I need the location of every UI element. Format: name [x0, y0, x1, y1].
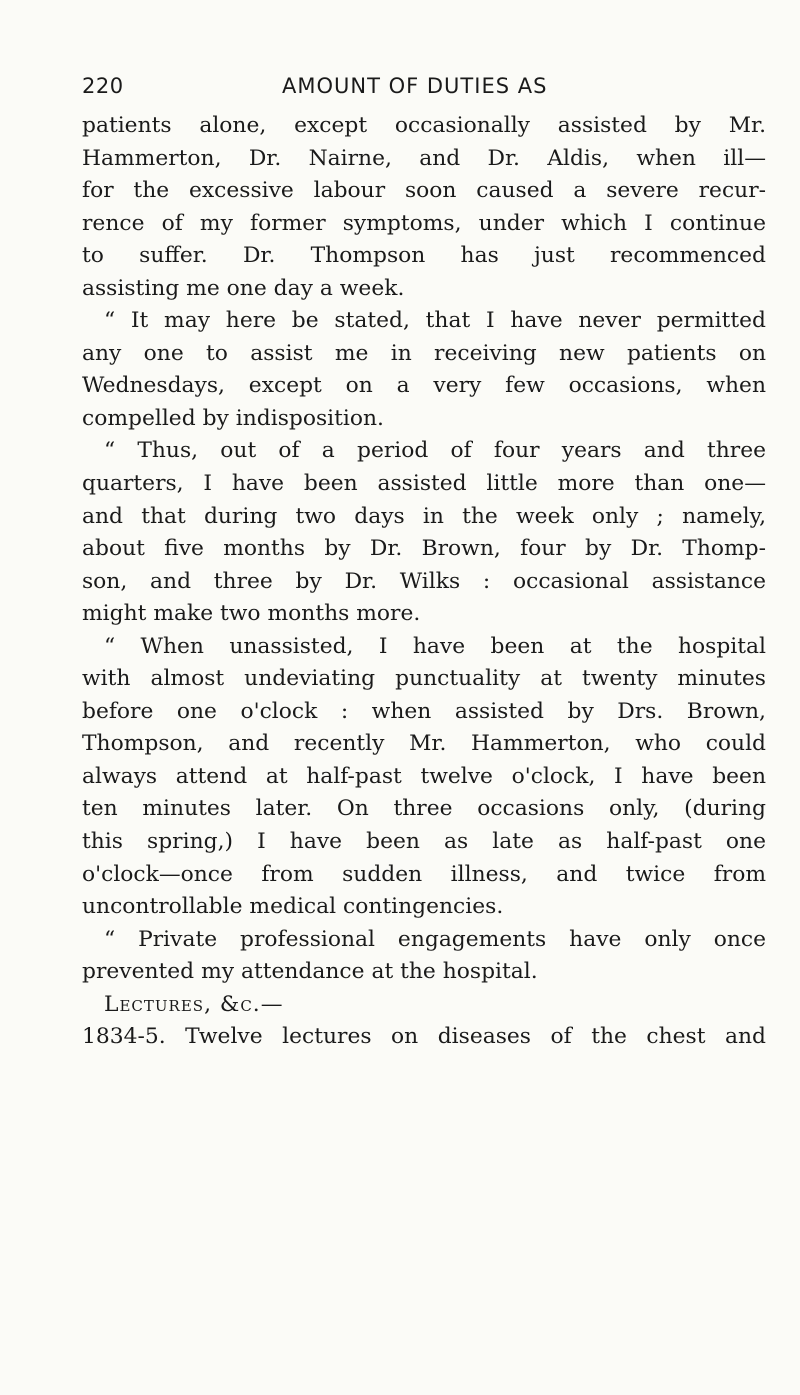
- text-line: with almost undeviating punctuality at twenty minutes: [82, 666, 766, 692]
- text-line: uncontrollable medical contingencies.: [82, 894, 504, 920]
- text-line: Wednesdays, except on a very few occasions, when: [82, 373, 766, 399]
- section-heading: Lectures, &c.—: [104, 991, 284, 1017]
- text-line: assisting me one day a week.: [82, 275, 405, 301]
- text-line: o'clock—once from sudden illness, and twice from: [82, 861, 766, 887]
- text-line: might make two months more.: [82, 601, 421, 627]
- text-line: for the excessive labour soon caused a severe recur-: [82, 178, 766, 204]
- running-head: [82, 74, 782, 104]
- text-line: before one o'clock : when assisted by Drs. Brown,: [82, 698, 766, 724]
- text-line: patients alone, except occasionally assisted by Mr.: [82, 113, 766, 138]
- text-line: any one to assist me in receiving new patients on: [82, 340, 766, 366]
- running-head-title: AMOUNT OF DUTIES AS: [282, 74, 548, 98]
- text-line: and that during two days in the week only ; namely,: [82, 503, 766, 529]
- text-line: “ Thus, out of a period of four years and three: [104, 438, 766, 464]
- text-line: prevented my attendance at the hospital.: [82, 959, 538, 985]
- text-line: about five months by Dr. Brown, four by Dr. Thomp-: [82, 536, 766, 562]
- text-line: quarters, I have been assisted little more than one—: [82, 471, 766, 497]
- body-text: [82, 110, 766, 1054]
- text-line: son, and three by Dr. Wilks : occasional assistance: [82, 568, 766, 594]
- text-line: “ It may here be stated, that I have never permitted: [104, 308, 766, 334]
- text-line: 1834-5. Twelve lectures on diseases of the chest and: [82, 1024, 766, 1050]
- text-line: always attend at half-past twelve o'clock, I have been: [82, 763, 766, 789]
- text-line: Hammerton, Dr. Nairne, and Dr. Aldis, when ill—: [82, 145, 766, 171]
- text-line: compelled by indisposition.: [82, 405, 384, 431]
- text-line: “ Private professional engagements have only once: [104, 926, 766, 952]
- page-number: 220: [82, 74, 124, 98]
- text-line: to suffer. Dr. Thompson has just recommenced: [82, 243, 766, 269]
- text-line: ten minutes later. On three occasions only, (during: [82, 796, 766, 822]
- text-line: this spring,) I have been as late as half-past one: [82, 829, 766, 855]
- text-line: “ When unassisted, I have been at the hospital: [104, 633, 766, 659]
- text-line: Thompson, and recently Mr. Hammerton, who could: [82, 731, 766, 757]
- text-line: rence of my former symptoms, under which I continue: [82, 210, 766, 236]
